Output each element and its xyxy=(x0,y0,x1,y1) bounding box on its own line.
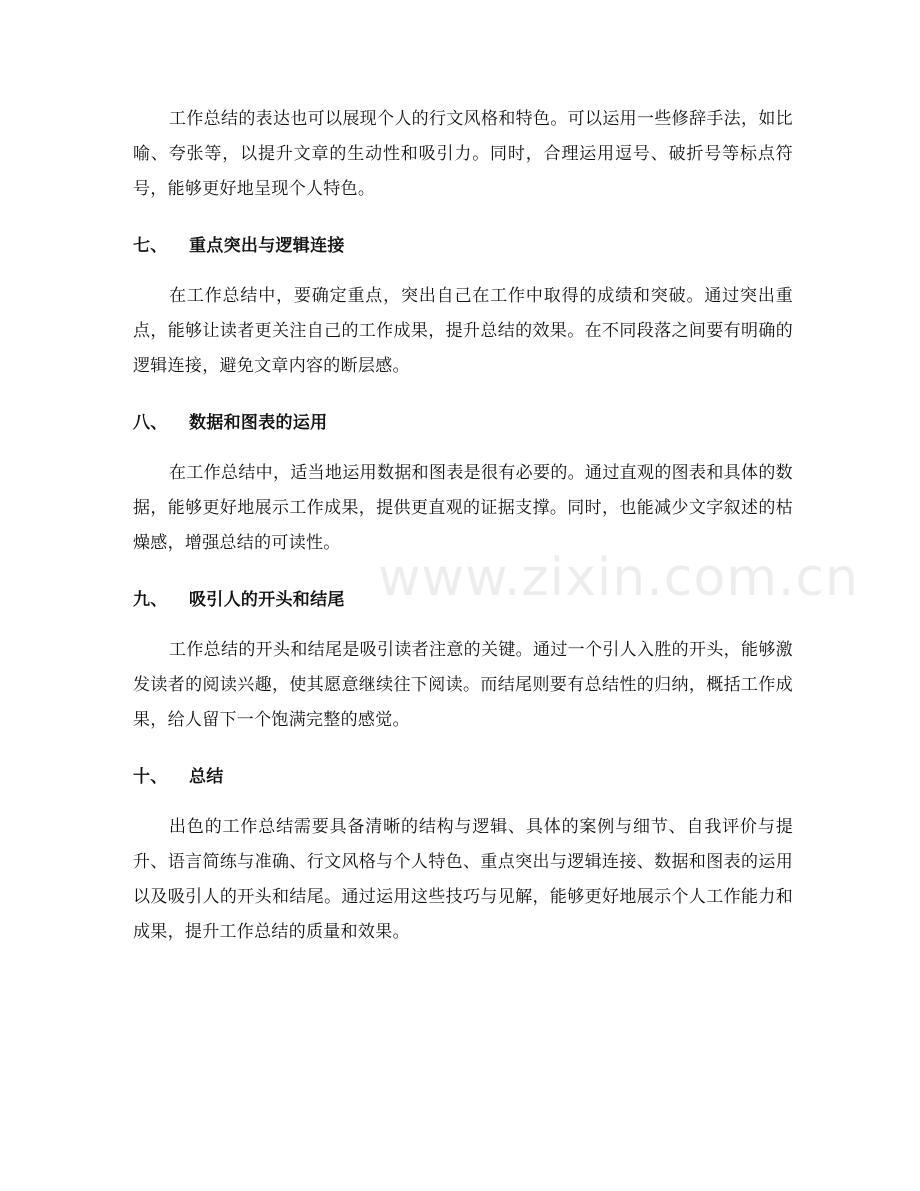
section-number: 八、 xyxy=(133,413,168,433)
document-content xyxy=(133,102,793,950)
section-body-8: 在工作总结中，适当地运用数据和图表是很有必要的。通过直观的图表和具体的数据，能够更好地展示工作成果，提供更直观的证据支撑。同时，也能减少文字叙述的枯燥感，增强总结的可读性。 xyxy=(133,463,793,553)
section-heading-10 xyxy=(133,757,793,792)
section-body-10: 出色的工作总结需要具备清晰的结构与逻辑、具体的案例与细节、自我评价与提升、语言简练与准确、行文风格与个人特色、重点突出与逻辑连接、数据和图表的运用以及吸引人的开头和结尾。通过运用这些技巧与见解，能够更好地展示个人工作能力和成果，提升工作总结的质量和效果。 xyxy=(133,817,793,942)
section-body-7: 在工作总结中，要确定重点，突出自己在工作中取得的成绩和突破。通过突出重点，能够让读者更关注自己的工作成果，提升总结的效果。在不同段落之间要有明确的逻辑连接，避免文章内容的断层感。 xyxy=(133,286,793,376)
intro-paragraph: 工作总结的表达也可以展现个人的行文风格和特色。可以运用一些修辞手法，如比喻、夸张等，以提升文章的生动性和吸引力。同时，合理运用逗号、破折号等标点符号，能够更好地呈现个人特色。 xyxy=(133,109,793,199)
section-title: 总结 xyxy=(189,767,224,787)
section-title: 吸引人的开头和结尾 xyxy=(189,590,345,610)
section-heading-9 xyxy=(133,580,793,615)
section-heading-7 xyxy=(133,226,793,261)
section-body-9: 工作总结的开头和结尾是吸引读者注意的关键。通过一个引人入胜的开头，能够激发读者的阅读兴趣，使其愿意继续往下阅读。而结尾则要有总结性的归纳，概括工作成果，给人留下一个饱满完整的感觉。 xyxy=(133,640,793,730)
section-title: 重点突出与逻辑连接 xyxy=(189,236,345,256)
section-heading-8 xyxy=(133,403,793,438)
section-number: 十、 xyxy=(133,767,168,787)
watermark: www.zixin.com.cn xyxy=(378,548,859,608)
section-number: 九、 xyxy=(133,590,168,610)
section-title: 数据和图表的运用 xyxy=(189,413,328,433)
section-number: 七、 xyxy=(133,236,168,256)
